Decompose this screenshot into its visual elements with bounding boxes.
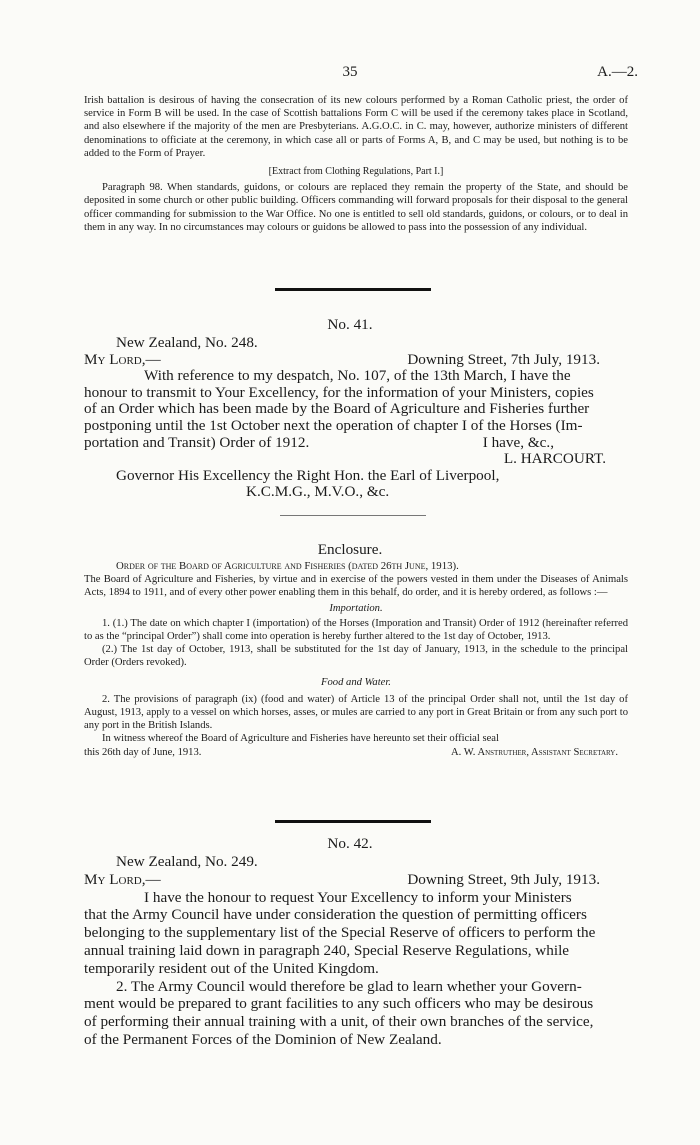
food-water-clause: 2. The provisions of paragraph (ix) (food and water) of Article 13 of the principal Order shall not, until the 1st day of August, 1913, apply to a vessel on which horses, asses, or mules are carried to any port in Great Britain or from any such port to any port in the British Islands. [84, 693, 628, 732]
extract-heading: [Extract from Clothing Regulations, Part I.] [268, 166, 444, 178]
section-divider [275, 288, 431, 291]
witness-clause: In witness whereof the Board of Agriculture and Fisheries have hereunto set their official seal [102, 733, 499, 745]
witness-row [84, 746, 628, 759]
enclosure-heading: Enclosure. [317, 541, 383, 558]
enclosure-divider [280, 515, 426, 516]
letter-41-line-1: With reference to my despatch, No. 107, of the 13th March, I have the [144, 367, 571, 385]
letter-41-number: No. 41. [327, 316, 373, 333]
letter-41-signature: L. HARCOURT. [503, 450, 606, 468]
letter-41-closing: I have, &c., [482, 433, 554, 451]
irish-battalion-paragraph: Irish battalion is desirous of having the consecration of its new colours performed by a Roman Catholic priest, the order of service in Form B will be used. In the case of Scottish battalions Form C will be used if the ceremony takes place in Scotland, and also elsewhere if the majority of the men are Presbyterians. A.G.O.C. in C. may, however, authorize ministers of different denominations to officiate at the ceremony, in which case all or parts of Forms A, B, and C may be used, but nothing is to be added to the Form of Prayer. [84, 95, 628, 159]
letter-41 [84, 335, 628, 501]
order-title: Order of the Board of Agriculture and Fisheries (dated 26th June, 1913). [116, 560, 459, 572]
letter-41-addressee-1: Governor His Excellency the Right Hon. the Earl of Liverpool, [116, 466, 500, 484]
top-section [84, 94, 628, 234]
witness-date: this 26th day of June, 1913. [84, 746, 202, 758]
importation-heading: Importation. [329, 602, 383, 614]
letter-41-line-3: of an Order which has been made by the Board of Agriculture and Fisheries further [84, 400, 590, 418]
letter-42-line-6: 2. The Army Council would therefore be glad to learn whether your Govern- [116, 977, 582, 995]
letter-42-line-2: that the Army Council have under consideration the question of permitting officers [84, 906, 587, 924]
letter-41-closing-row [84, 435, 628, 452]
letter-42-salutation-row [84, 871, 628, 889]
document-reference: A.—2. [597, 64, 638, 80]
letter-42-location-date: Downing Street, 9th July, 1913. [407, 870, 600, 888]
letter-41-line-2: honour to transmit to Your Excellency, for the information of your Ministers, copies [84, 383, 594, 401]
page-number: 35 [342, 64, 358, 80]
letter-41-line-5: portation and Transit) Order of 1912. [84, 433, 310, 451]
letter-42-line-3: belonging to the supplementary list of the Special Reserve of officers to perform the [84, 924, 596, 942]
letter-42-number: No. 42. [327, 835, 373, 852]
letter-41-salutation: My Lord,— [84, 350, 161, 368]
letter-41-salutation-row [84, 352, 628, 369]
letter-41-line-4: postponing until the 1st October next the operation of chapter I of the Horses (Im- [84, 416, 583, 434]
letter-42-line-4: annual training laid down in paragraph 240, Special Reserve Regulations, while [84, 941, 570, 959]
food-water-heading: Food and Water. [321, 676, 391, 688]
letter-42-line-9: of the Permanent Forces of the Dominion of New Zealand. [84, 1030, 442, 1048]
letter-42-line-7: ment would be prepared to grant facilities to any such officers who may be desirous [84, 995, 594, 1013]
letter-41-nz-number: New Zealand, No. 248. [116, 334, 258, 351]
section-divider-2 [275, 820, 431, 823]
letter-42-line-5: temporarily resident out of the United Kingdom. [84, 959, 379, 977]
importation-clause-2: (2.) The 1st day of October, 1913, shall be substituted for the 1st day of January, 1913, in the schedule to the principal Order (Orders revoked). [84, 644, 628, 669]
letter-42-salutation: My Lord,— [84, 870, 161, 888]
witness-signature: A. W. Anstruther, Assistant Secretary. [450, 746, 618, 758]
importation-clause-1: 1. (1.) The date on which chapter I (importation) of the Horses (Imporation and Transit) Order of 1912 (hereinafter referred to as the “principal Order”) shall come into operation is hereby further altered to the 1st day of October, 1913. [84, 617, 628, 643]
paragraph-98: Paragraph 98. When standards, guidons, or colours are replaced they remain the property of the State, and should be deposited in some church or other public building. Officers commanding will forward proposals for their disposal to the general officer commanding for submission to the War Office. No one is entitled to sell old standards, guidons, or colours, or to deal in them in any way. In no circumstances may colours or guidons be allowed to pass into the possession of any individual. [84, 182, 628, 233]
letter-42-line-8: of performing their annual training with a unit, of their own branches of the service, [84, 1013, 594, 1031]
letter-42 [84, 853, 628, 1049]
enclosure-body [84, 560, 628, 759]
letter-42-nz-number: New Zealand, No. 249. [116, 853, 258, 870]
letter-42-line-1: I have the honour to request Your Excellency to inform your Ministers [144, 888, 572, 906]
order-intro: The Board of Agriculture and Fisheries, by virtue and in exercise of the powers vested in them under the Diseases of Animals Acts, 1894 to 1911, and of every other power enabling them in this behalf, do order, and it is hereby ordered, as follows :— [84, 574, 628, 599]
letter-41-addressee-2: K.C.M.G., M.V.O., &c. [246, 483, 390, 501]
letter-41-location-date: Downing Street, 7th July, 1913. [407, 350, 600, 368]
